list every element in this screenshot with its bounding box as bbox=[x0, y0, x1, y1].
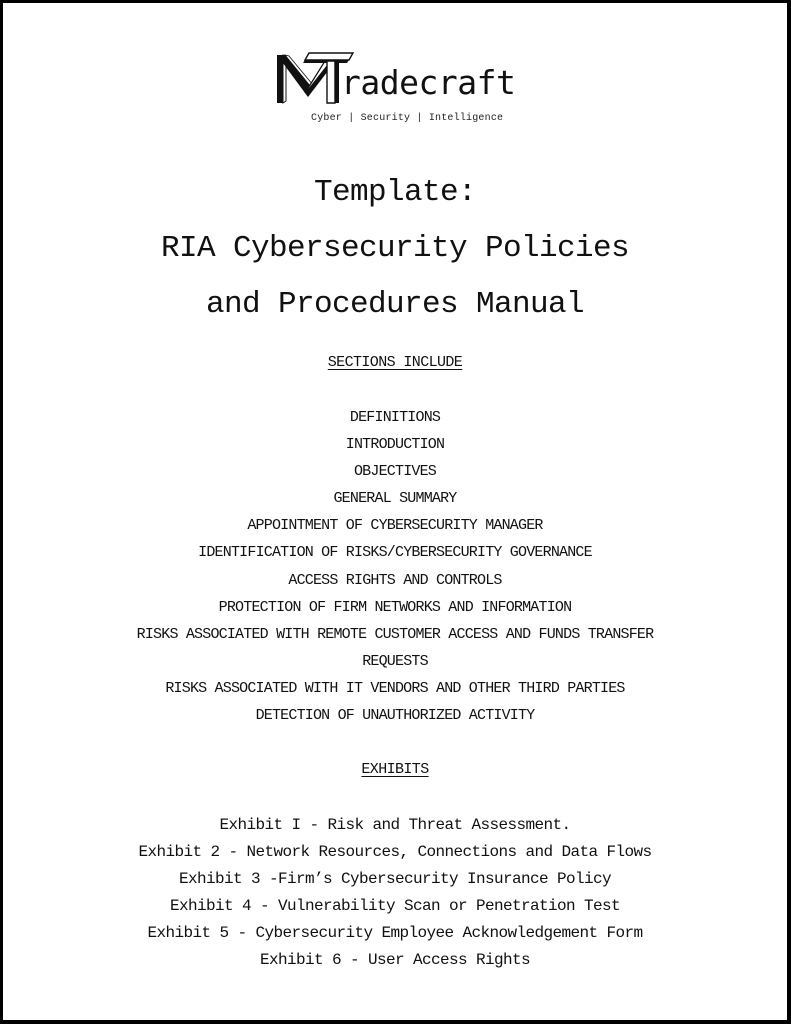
section-item: DETECTION OF UNAUTHORIZED ACTIVITY bbox=[255, 707, 535, 725]
exhibits-heading bbox=[3, 761, 787, 778]
section-item: IDENTIFICATION OF RISKS/CYBERSECURITY GOVERNANCE bbox=[198, 544, 592, 562]
company-logo bbox=[275, 47, 525, 127]
sections-heading-text: SECTIONS INCLUDE bbox=[327, 354, 463, 371]
section-item: GENERAL SUMMARY bbox=[333, 490, 457, 508]
logo-tagline: Cyber | Security | Intelligence bbox=[311, 113, 504, 124]
exhibit-item: Exhibit I - Risk and Threat Assessment. bbox=[219, 816, 571, 834]
section-item: INTRODUCTION bbox=[345, 436, 445, 454]
exhibit-item: Exhibit 2 - Network Resources, Connections and Data Flows bbox=[138, 843, 652, 862]
exhibits-list bbox=[3, 812, 787, 975]
section-item: RISKS ASSOCIATED WITH REMOTE CUSTOMER ACCESS AND FUNDS TRANSFER bbox=[136, 625, 654, 643]
exhibit-item: Exhibit 6 - User Access Rights bbox=[259, 951, 531, 970]
exhibit-item: Exhibit 4 - Vulnerability Scan or Penetration Test bbox=[169, 897, 621, 916]
sections-list bbox=[3, 404, 787, 729]
title-line-2: RIA Cybersecurity Policies bbox=[160, 231, 630, 266]
exhibit-item: Exhibit 5 - Cybersecurity Employee Acknowledgement Form bbox=[147, 924, 643, 943]
sections-heading bbox=[3, 354, 787, 371]
title-line-3: and Procedures Manual bbox=[205, 287, 585, 322]
section-item: DEFINITIONS bbox=[349, 409, 441, 426]
logo-wordmark: radecraft bbox=[341, 63, 516, 102]
section-item: REQUESTS bbox=[362, 652, 428, 670]
section-item: RISKS ASSOCIATED WITH IT VENDORS AND OTHER THIRD PARTIES bbox=[165, 679, 625, 697]
exhibit-item: Exhibit 3 -Firm’s Cybersecurity Insurance Policy bbox=[178, 870, 612, 889]
title-line-1: Template: bbox=[313, 175, 477, 210]
section-item: ACCESS RIGHTS AND CONTROLS bbox=[288, 571, 502, 589]
section-item: OBJECTIVES bbox=[353, 463, 436, 481]
section-item: PROTECTION OF FIRM NETWORKS AND INFORMATION bbox=[218, 598, 572, 616]
section-item: APPOINTMENT OF CYBERSECURITY MANAGER bbox=[247, 517, 543, 535]
exhibits-heading-text: EXHIBITS bbox=[361, 761, 429, 778]
